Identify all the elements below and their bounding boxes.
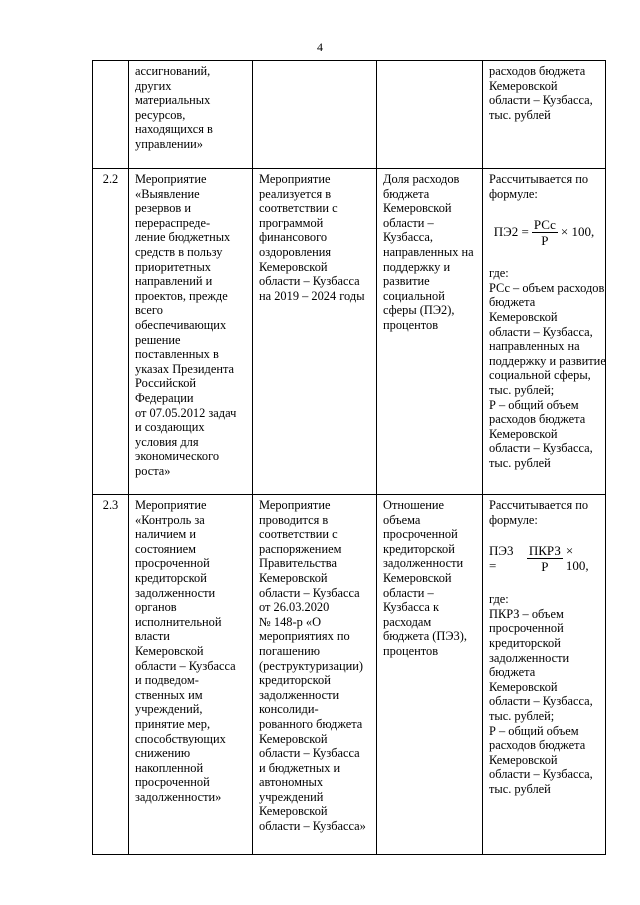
method-text-line: социальной сферы, xyxy=(489,368,591,383)
event-text-line: приоритетных xyxy=(135,259,211,274)
method-text-line: где: xyxy=(489,592,509,607)
basis-text-line: и бюджетных и xyxy=(259,760,341,775)
basis-text-line: на 2019 – 2024 годы xyxy=(259,288,365,303)
event-text-line: проектов, прежде xyxy=(135,288,228,303)
indicator-text-line: процентов xyxy=(383,317,439,332)
event-text-line: Мероприятие xyxy=(135,498,207,512)
event-cell xyxy=(129,169,253,495)
event-text-line: и создающих xyxy=(135,420,205,435)
basis-cell xyxy=(253,495,377,855)
event-text-line: накопленной xyxy=(135,760,204,775)
measures-table xyxy=(92,60,606,855)
event-text-line: просроченной xyxy=(135,556,210,571)
event-text-line: экономического xyxy=(135,449,220,464)
event-text-line: наличием и xyxy=(135,527,196,542)
event-text-line: ассигнований, xyxy=(135,64,211,78)
event-text-line: указах Президента xyxy=(135,361,235,376)
method-text-line: кредиторской xyxy=(489,635,561,650)
indicator-text-line: направленных на xyxy=(383,244,474,259)
event-text-line: задолженности» xyxy=(135,789,222,804)
basis-text-line: распоряжением xyxy=(259,541,342,556)
indicator-text-line: расходам xyxy=(383,614,432,629)
formula-denominator: Р xyxy=(541,559,549,575)
event-text-line: условия для xyxy=(135,434,199,449)
formula-fraction xyxy=(532,217,558,248)
formula-rhs: × 100, xyxy=(560,224,595,240)
event-text-line: снижению xyxy=(135,746,191,761)
method-text-line: тыс. рублей; xyxy=(489,708,555,723)
indicator-text-line: Отношение xyxy=(383,498,444,512)
formula-rhs: × 100, xyxy=(565,543,589,573)
indicator-cell xyxy=(377,495,483,855)
method-text-line: области – Кузбасса, xyxy=(489,93,593,108)
event-text-line: способствующих xyxy=(135,731,226,746)
event-text-line: и подведом- xyxy=(135,673,199,688)
event-cell xyxy=(129,495,253,855)
event-text-line: учреждений, xyxy=(135,702,203,717)
indicator-text-line: Кемеровской xyxy=(383,570,452,585)
method-text-line: Кемеровской xyxy=(489,679,558,694)
method-text-line: РСс – объем расходов xyxy=(489,280,605,295)
method-text-line: расходов бюджета xyxy=(489,738,586,753)
method-cell xyxy=(483,169,606,495)
basis-text-line: консолиди- xyxy=(259,702,319,717)
basis-text-line: Правительства xyxy=(259,556,337,571)
event-text-line: состоянием xyxy=(135,541,197,556)
indicator-text-line: социальной xyxy=(383,288,445,303)
event-text-line: Федерации xyxy=(135,390,194,405)
method-text-line: тыс. рублей xyxy=(489,455,551,470)
basis-text-line: области – Кузбасса xyxy=(259,585,360,600)
page-number: 4 xyxy=(317,40,323,54)
event-text-line: принятие мер, xyxy=(135,716,211,731)
event-text-line: власти xyxy=(135,629,170,644)
event-text-line: Российской xyxy=(135,376,197,391)
formula-lhs: ПЭ2 = xyxy=(493,224,529,240)
event-text-line: перераспреде- xyxy=(135,215,211,230)
basis-text-line: задолженности xyxy=(259,687,340,702)
event-text-line: ление бюджетных xyxy=(135,230,231,245)
indicator-text-line: объема xyxy=(383,512,421,527)
basis-text-line: рованного бюджета xyxy=(259,716,363,731)
basis-text-line: мероприятиях по xyxy=(259,629,350,644)
method-cell xyxy=(483,495,606,855)
method-text-line: области – Кузбасса, xyxy=(489,324,593,339)
event-text-line: просроченной xyxy=(135,775,210,790)
basis-text-line: соответствии с xyxy=(259,201,338,216)
basis-cell xyxy=(253,169,377,495)
event-cell xyxy=(129,61,253,169)
method-text-line: тыс. рублей xyxy=(489,781,551,796)
table-row xyxy=(93,169,606,495)
basis-text-line: погашению xyxy=(259,643,320,658)
method-text-line: просроченной xyxy=(489,621,564,636)
row-number-cell xyxy=(93,61,129,169)
event-text-line: ственных им xyxy=(135,687,203,702)
method-text-line: бюджета xyxy=(489,665,536,680)
basis-text-line: проводится в xyxy=(259,512,329,527)
indicator-text-line: поддержку и xyxy=(383,259,451,274)
method-text-line: тыс. рублей xyxy=(489,107,551,122)
basis-text-line: № 148-р «О xyxy=(259,614,322,629)
basis-text-line: оздоровления xyxy=(259,244,332,259)
method-text-line: расходов бюджета xyxy=(489,64,586,78)
method-text-line: направленных на xyxy=(489,339,580,354)
event-text-line: роста» xyxy=(135,463,171,478)
formula xyxy=(489,217,599,248)
method-text-line: области – Кузбасса, xyxy=(489,694,593,709)
method-cell xyxy=(483,61,606,169)
indicator-text-line: процентов xyxy=(383,643,439,658)
method-intro-line: Рассчитывается по xyxy=(489,172,589,186)
basis-text-line: (реструктуризации) xyxy=(259,658,363,673)
method-intro-line: формуле: xyxy=(489,186,538,201)
formula-lhs: ПЭ3 = xyxy=(489,543,514,573)
formula xyxy=(489,543,599,574)
basis-text-line: Кемеровской xyxy=(259,570,328,585)
formula-numerator: ПКРЗ xyxy=(528,543,561,559)
indicator-text-line: задолженности xyxy=(383,556,464,571)
basis-text-line: области – Кузбасса» xyxy=(259,819,366,834)
basis-text-line: соответствии с xyxy=(259,527,338,542)
indicator-text-line: Кузбасса, xyxy=(383,230,433,245)
row-number: 2.2 xyxy=(102,172,119,186)
basis-text-line: Кемеровской xyxy=(259,731,328,746)
basis-text-line: учреждений xyxy=(259,789,324,804)
basis-text-line: кредиторской xyxy=(259,673,331,688)
basis-text-line: от 26.03.2020 xyxy=(259,600,330,615)
event-text-line: обеспечивающих xyxy=(135,317,227,332)
event-text-line: ресурсов, xyxy=(135,107,186,122)
row-number-cell xyxy=(93,169,129,495)
method-text-line: тыс. рублей; xyxy=(489,382,555,397)
event-text-line: направлений и xyxy=(135,274,213,289)
table-row xyxy=(93,495,606,855)
indicator-text-line: Кемеровской xyxy=(383,201,452,216)
method-text-line: бюджета xyxy=(489,295,536,310)
method-text-line: поддержку и развитие xyxy=(489,353,606,368)
basis-cell xyxy=(253,61,377,169)
indicator-text-line: кредиторской xyxy=(383,541,455,556)
event-text-line: решение xyxy=(135,332,181,347)
basis-text-line: области – Кузбасса xyxy=(259,274,360,289)
indicator-text-line: Доля расходов xyxy=(383,172,460,186)
event-text-line: от 07.05.2012 задач xyxy=(135,405,237,420)
basis-text-line: реализуется в xyxy=(259,186,332,201)
row-number: 2.3 xyxy=(102,498,119,512)
indicator-text-line: бюджета (ПЭ3), xyxy=(383,629,467,644)
basis-text-line: Мероприятие xyxy=(259,172,331,186)
indicator-text-line: сферы (ПЭ2), xyxy=(383,303,455,318)
event-text-line: материальных xyxy=(135,93,211,108)
event-text-line: других xyxy=(135,78,172,93)
event-text-line: области – Кузбасса xyxy=(135,658,236,673)
event-text-line: резервов и xyxy=(135,201,191,216)
event-text-line: кредиторской xyxy=(135,570,207,585)
method-text-line: Кемеровской xyxy=(489,309,558,324)
method-text-line: ПКРЗ – объем xyxy=(489,606,564,621)
event-text-line: «Контроль за xyxy=(135,512,205,527)
method-text-line: расходов бюджета xyxy=(489,412,586,427)
table-row xyxy=(93,61,606,169)
method-text-line: Р – общий объем xyxy=(489,723,579,738)
indicator-text-line: бюджета xyxy=(383,186,430,201)
indicator-text-line: области – xyxy=(383,215,434,230)
basis-text-line: Мероприятие xyxy=(259,498,331,512)
event-text-line: находящихся в xyxy=(135,122,213,137)
method-text-line: задолженности xyxy=(489,650,570,665)
basis-text-line: Кемеровской xyxy=(259,804,328,819)
method-intro-line: Рассчитывается по xyxy=(489,498,589,512)
method-text-line: Р – общий объем xyxy=(489,397,579,412)
indicator-cell xyxy=(377,169,483,495)
indicator-text-line: развитие xyxy=(383,274,430,289)
method-text-line: области – Кузбасса, xyxy=(489,441,593,456)
event-text-line: всего xyxy=(135,303,163,318)
indicator-text-line: просроченной xyxy=(383,527,458,542)
basis-text-line: Кемеровской xyxy=(259,259,328,274)
indicator-cell xyxy=(377,61,483,169)
event-text-line: Кемеровской xyxy=(135,643,204,658)
basis-text-line: области – Кузбасса xyxy=(259,746,360,761)
row-number-cell xyxy=(93,495,129,855)
formula-fraction xyxy=(527,543,563,574)
event-text-line: «Выявление xyxy=(135,186,200,201)
method-text-line: где: xyxy=(489,266,509,281)
indicator-text-line: области – xyxy=(383,585,434,600)
basis-text-line: программой xyxy=(259,215,324,230)
indicator-text-line: Кузбасса к xyxy=(383,600,439,615)
event-text-line: задолженности xyxy=(135,585,216,600)
method-intro-line: формуле: xyxy=(489,512,538,527)
formula-denominator: Р xyxy=(541,233,549,249)
method-text-line: Кемеровской xyxy=(489,426,558,441)
method-text-line: Кемеровской xyxy=(489,78,558,93)
event-text-line: средств в пользу xyxy=(135,244,223,259)
event-text-line: управлении» xyxy=(135,136,203,151)
basis-text-line: финансового xyxy=(259,230,328,245)
basis-text-line: автономных xyxy=(259,775,324,790)
event-text-line: Мероприятие xyxy=(135,172,207,186)
event-text-line: поставленных в xyxy=(135,347,219,362)
formula-numerator: РСс xyxy=(533,217,556,233)
event-text-line: органов xyxy=(135,600,177,615)
method-text-line: Кемеровской xyxy=(489,752,558,767)
method-text-line: области – Кузбасса, xyxy=(489,767,593,782)
event-text-line: исполнительной xyxy=(135,614,222,629)
